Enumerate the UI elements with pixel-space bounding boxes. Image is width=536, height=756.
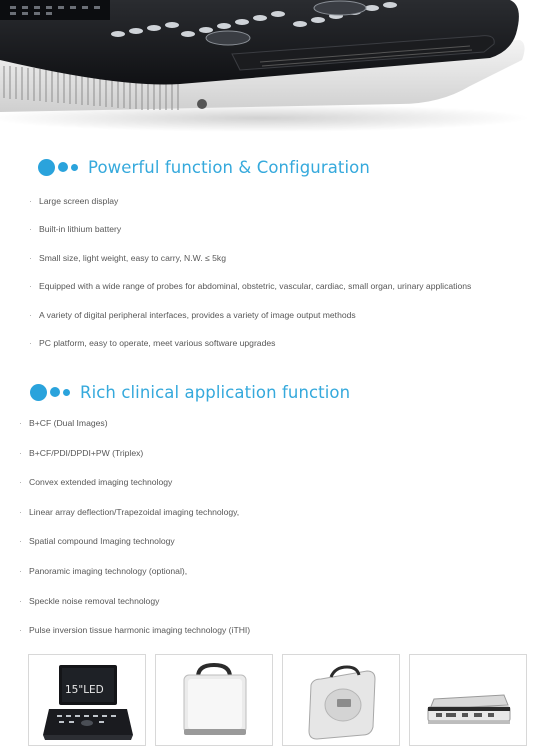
section-title: Powerful function & Configuration: [88, 157, 370, 177]
section-header-clinical: [30, 377, 350, 407]
list-item: · B+CF/PDI/DPDI+PW (Triplex): [19, 447, 144, 458]
thumbnail-open-laptop[interactable]: [28, 654, 146, 746]
thumbnail-closed-angle[interactable]: [282, 654, 400, 746]
clinical-feature-list: [19, 416, 251, 653]
section-dots-icon: [38, 159, 78, 176]
list-item: · Panoramic imaging technology (optional),: [19, 565, 188, 576]
configuration-feature-list: [29, 194, 472, 364]
list-item: · Built-in lithium battery: [29, 224, 122, 235]
list-item: · Convex extended imaging technology: [19, 477, 173, 488]
section-header-configuration: [38, 152, 370, 182]
list-item: · B+CF (Dual Images): [19, 418, 108, 428]
section-dots-icon: [30, 384, 70, 401]
screen-size-label: 15"LED: [65, 684, 104, 696]
list-item: · Pulse inversion tissue harmonic imaging technology (iTHI): [19, 625, 251, 636]
section-title: Rich clinical application function: [80, 382, 351, 402]
list-item: · Small size, light weight, easy to carry, N.W. ≤ 5kg: [29, 252, 226, 263]
list-item: · Equipped with a wide range of probes for abdominal, obstetric, vascular, cardiac, small organ, urinary applications: [29, 281, 472, 292]
thumbnail-closed-front[interactable]: [155, 654, 273, 746]
list-item: · Linear array deflection/Trapezoidal imaging technology,: [19, 506, 240, 517]
list-item: · PC platform, easy to operate, meet various software upgrades: [29, 337, 276, 348]
thumbnail-closed-side[interactable]: [409, 654, 527, 746]
device-hero-image: [0, 0, 536, 140]
list-item: · A variety of digital peripheral interfaces, provides a variety of image output methods: [29, 309, 356, 320]
list-item: · Large screen display: [29, 196, 119, 206]
list-item: · Spatial compound Imaging technology: [19, 536, 175, 547]
list-item: · Speckle noise removal technology: [19, 595, 160, 606]
product-thumbnail-row: [28, 654, 527, 746]
